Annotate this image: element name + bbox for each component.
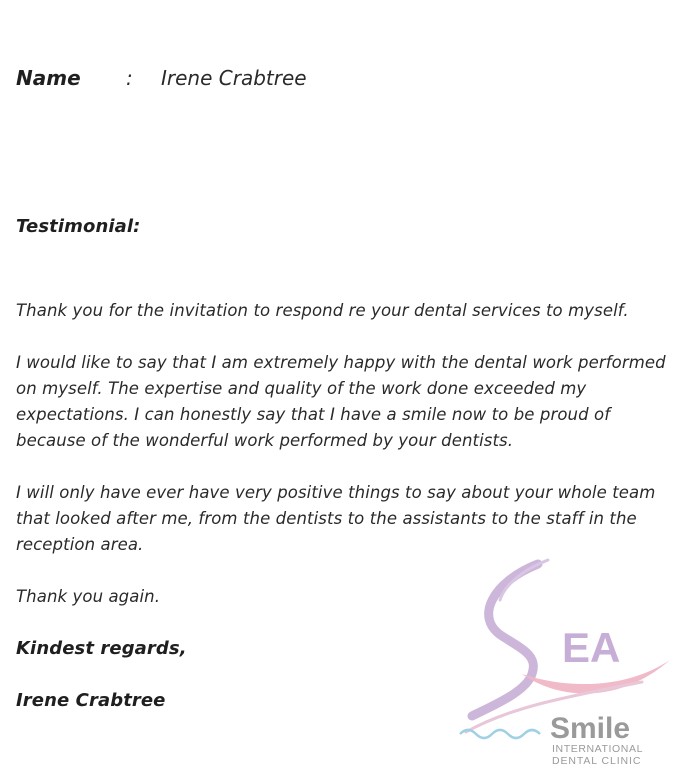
logo-wave	[460, 730, 540, 738]
paragraph-team: I will only have ever have very positive things to say about your whole team that looked after me, from the dentists to the assistants to the staff in the reception area.	[16, 483, 656, 554]
paragraph-invitation: Thank you for the invitation to respond re your dental services to myself.	[16, 301, 629, 320]
logo-s-swoosh-upper	[472, 564, 538, 716]
name-value: Irene Crabtree	[161, 66, 307, 90]
logo-smile-text: Smile	[550, 712, 631, 745]
logo-sub-line1: INTERNATIONAL	[552, 743, 644, 755]
logo-ea-text: EA	[562, 624, 621, 671]
logo-sub-line2: DENTAL CLINIC	[552, 755, 642, 767]
paragraph-thanks: Thank you again.	[16, 587, 161, 606]
name-label: Name	[16, 66, 81, 90]
closing: Kindest regards,	[16, 638, 187, 659]
testimonial-heading: Testimonial:	[16, 216, 141, 237]
sea-smile-logo	[452, 556, 682, 770]
signature: Irene Crabtree	[16, 690, 166, 711]
name-row	[16, 66, 616, 96]
name-separator: :	[126, 66, 133, 90]
paragraph-satisfaction: I would like to say that I am extremely happy with the dental work performed on myself. The expertise and quality of the work done exceeded my expectations. I can honestly say that I have a smile now to be proud of because of the wonderful work performed by your dentists.	[16, 353, 666, 450]
